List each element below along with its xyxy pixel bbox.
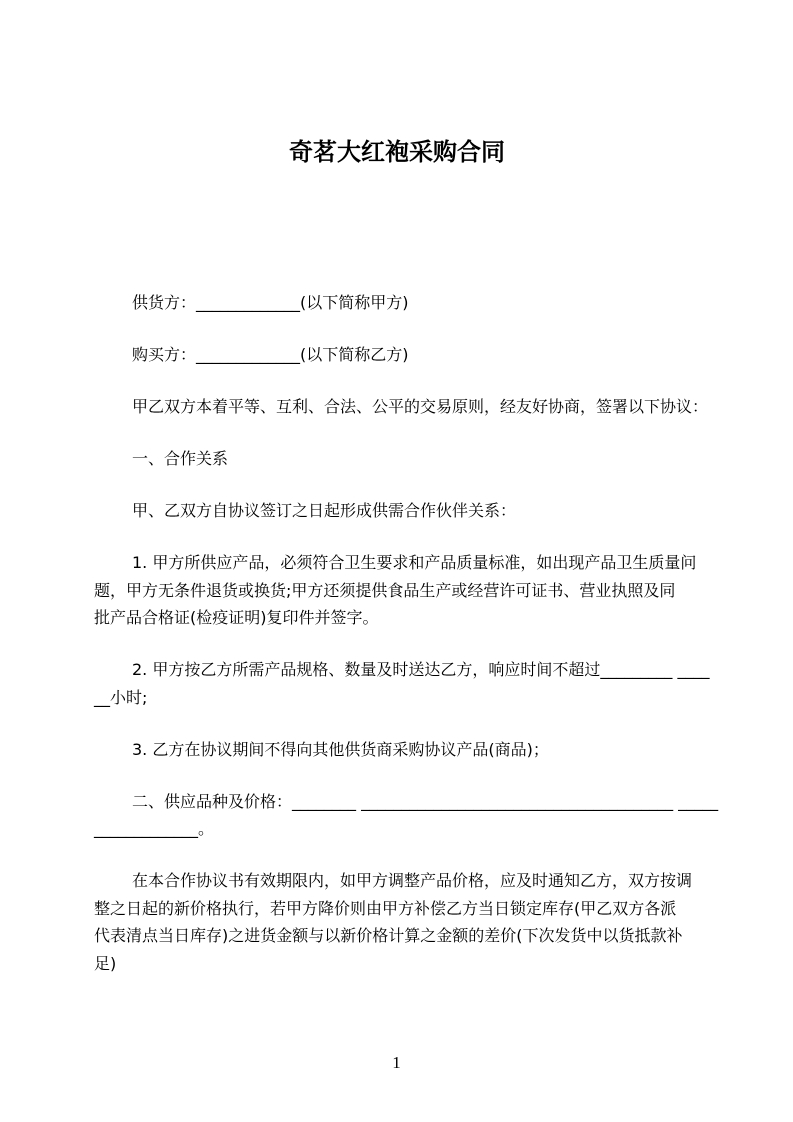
preamble-paragraph <box>94 393 709 421</box>
supplier-paragraph <box>94 289 700 317</box>
price-adjustment-line-3: 代表清点当日库存)之进货金额与以新价格计算之金额的差价(下次发货中以货抵款补 <box>94 926 683 945</box>
clause-1-line-1: 1. 甲方所供应产品，必须符合卫生要求和产品质量标准，如出现产品卫生质量问 <box>132 553 697 572</box>
buyer-paragraph <box>94 341 700 369</box>
section1-heading-paragraph <box>94 445 700 473</box>
clause-1-paragraph <box>94 549 700 632</box>
clause-1-line-2: 题，甲方无条件退货或换货;甲方还须提供食品生产或经营许可证书、营业执照及同 <box>94 580 676 600</box>
clause-1-line-3: 批产品合格证(检疫证明)复印件并签字。 <box>94 608 379 627</box>
page-number: 1 <box>392 1053 401 1072</box>
supplier-line: 供货方：_____________(以下简称甲方) <box>132 293 409 312</box>
price-adjustment-paragraph <box>94 867 700 977</box>
document-body <box>94 0 719 1002</box>
price-adjustment-line-4: 足) <box>94 953 117 973</box>
clause-3-paragraph <box>94 736 700 764</box>
section1-intro-paragraph <box>94 497 700 525</box>
price-adjustment-line-2: 整之日起的新价格执行，若甲方降价则由甲方补偿乙方当日锁定库存(甲乙双方各派 <box>94 898 677 918</box>
clause-2-line-1: 2. 甲方按乙方所需产品规格、数量及时送达乙方，响应时间不超过_________ ____ <box>132 660 710 679</box>
buyer-line: 购买方：_____________(以下简称乙方) <box>132 345 409 364</box>
preamble-line: 甲乙双方本着平等、互利、合法、公平的交易原则，经友好协商，签署以下协议： <box>132 397 709 416</box>
document-title: 奇茗大红袍采购合同 <box>289 138 505 166</box>
section2-heading-line-1: 二、供应品种及价格：________ _______________________________________ _____ <box>132 791 719 811</box>
section2-heading-paragraph <box>94 788 719 843</box>
clause-2-line-2: __小时; <box>94 687 148 707</box>
section1-intro-line: 甲、乙双方自协议签订之日起形成供需合作伙伴关系： <box>132 501 517 520</box>
section2-heading-line-2: _____________。 <box>94 819 215 838</box>
clause-3-line: 3. 乙方在协议期间不得向其他供货商采购协议产品(商品)； <box>132 739 549 759</box>
clause-2-paragraph <box>94 656 710 711</box>
section1-heading: 一、合作关系 <box>132 449 229 468</box>
price-adjustment-line-1: 在本合作协议书有效期限内，如甲方调整产品价格，应及时通知乙方，双方按调 <box>132 871 693 890</box>
